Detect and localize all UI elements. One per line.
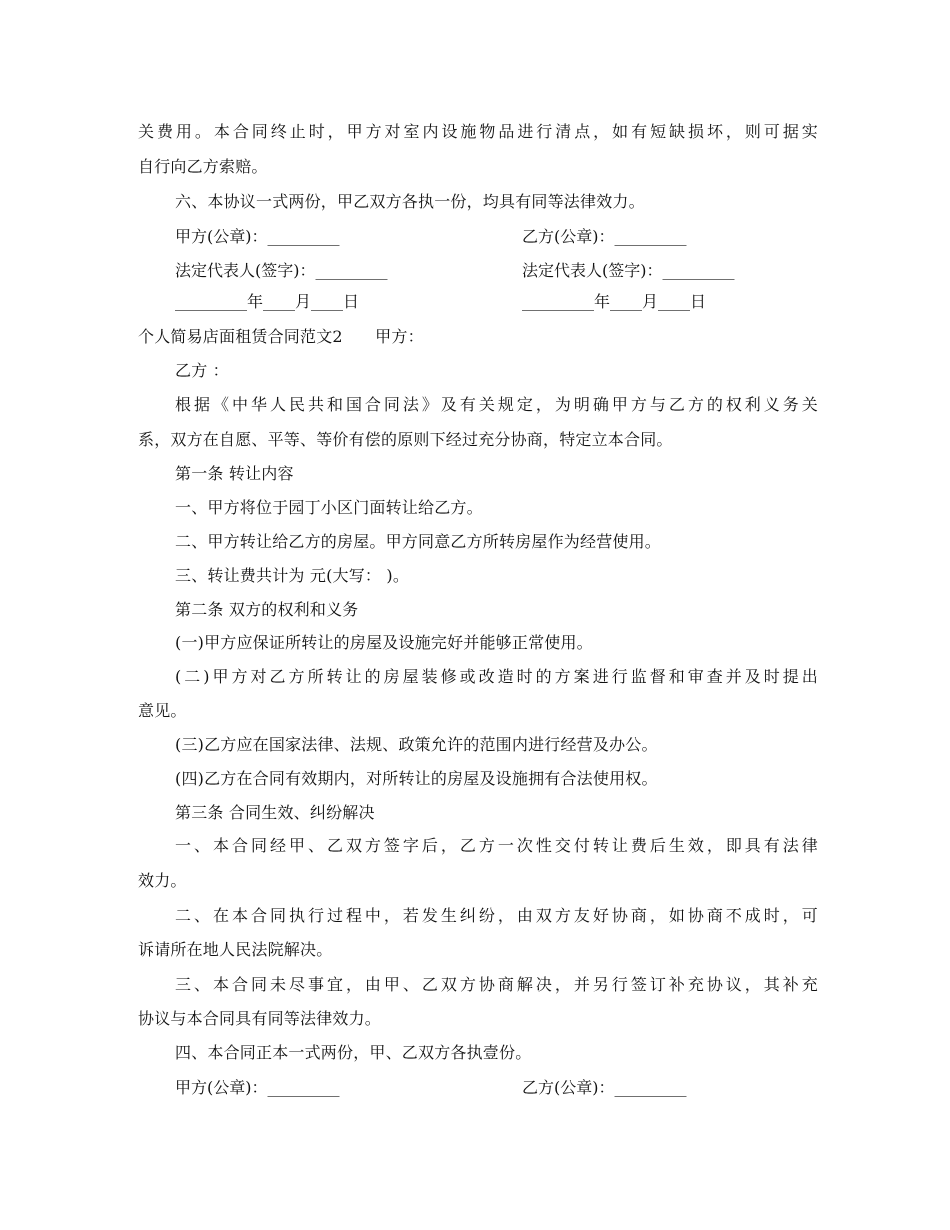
- party-b-seal-field: 乙方(公章)：_________: [522, 1078, 687, 1097]
- article-item: 四、本合同正本一式两份，甲、乙双方各执壹份。: [175, 1043, 532, 1062]
- paragraph-line: 关费用。本合同终止时，甲方对室内设施物品进行清点，如有短缺损坏，则可据实: [138, 122, 818, 141]
- party-b-seal-field: 乙方(公章)：_________: [522, 227, 687, 246]
- article-item: 三、转让费共计为 元(大写： )。: [175, 566, 410, 585]
- article-item: 三、本合同未尽事宜，由甲、乙双方协商解决，并另行签订补充协议，其补充: [175, 975, 818, 994]
- article-item: (三)乙方应在国家法律、法规、政策允许的范围内进行经营及办公。: [175, 735, 658, 754]
- article-heading: 第一条 转让内容: [175, 464, 294, 483]
- intro-line: 系，双方在自愿、平等、等价有偿的原则下经过充分协商，特定立本合同。: [138, 430, 673, 449]
- article-item-continued: 协议与本合同具有同等法律效力。: [138, 1009, 382, 1028]
- party-a-date-field: _________年____月____日: [175, 292, 360, 311]
- contract-title: 个人简易店面租赁合同范文2 甲方：: [138, 327, 424, 346]
- party-b-date-field: _________年____月____日: [522, 292, 707, 311]
- article-item: 一、甲方将位于园丁小区门面转让给乙方。: [175, 498, 483, 517]
- party-a-seal-field: 甲方(公章)：_________: [175, 227, 340, 246]
- article-item: 二、在本合同执行过程中，若发生纠纷，由双方友好协商，如协商不成时，可: [175, 906, 818, 925]
- clause-six: 六、本协议一式两份，甲乙双方各执一份，均具有同等法律效力。: [175, 192, 645, 211]
- article-item-continued: 意见。: [138, 701, 187, 720]
- article-item: (一)甲方应保证所转让的房屋及设施完好并能够正常使用。: [175, 633, 593, 652]
- article-item: 一、本合同经甲、乙双方签字后，乙方一次性交付转让费后生效，即具有法律: [175, 836, 818, 855]
- article-item-continued: 诉请所在地人民法院解决。: [138, 940, 333, 959]
- party-b-representative-field: 法定代表人(签字)：_________: [522, 261, 735, 280]
- article-heading: 第二条 双方的权利和义务: [175, 600, 359, 619]
- article-heading: 第三条 合同生效、纠纷解决: [175, 803, 375, 822]
- article-item-continued: 效力。: [138, 871, 187, 890]
- party-b-line: 乙方 ：: [175, 361, 229, 380]
- intro-line: 根据《中华人民共和国合同法》及有关规定，为明确甲方与乙方的权利义务关: [175, 395, 818, 414]
- party-a-representative-field: 法定代表人(签字)：_________: [175, 261, 388, 280]
- paragraph-line: 自行向乙方索赔。: [138, 157, 268, 176]
- article-item: (二)甲方对乙方所转让的房屋装修或改造时的方案进行监督和审查并及时提出: [175, 667, 818, 686]
- article-item: 二、甲方转让给乙方的房屋。甲方同意乙方所转房屋作为经营使用。: [175, 532, 662, 551]
- party-a-seal-field: 甲方(公章)：_________: [175, 1078, 340, 1097]
- article-item: (四)乙方在合同有效期内，对所转让的房屋及设施拥有合法使用权。: [175, 769, 658, 788]
